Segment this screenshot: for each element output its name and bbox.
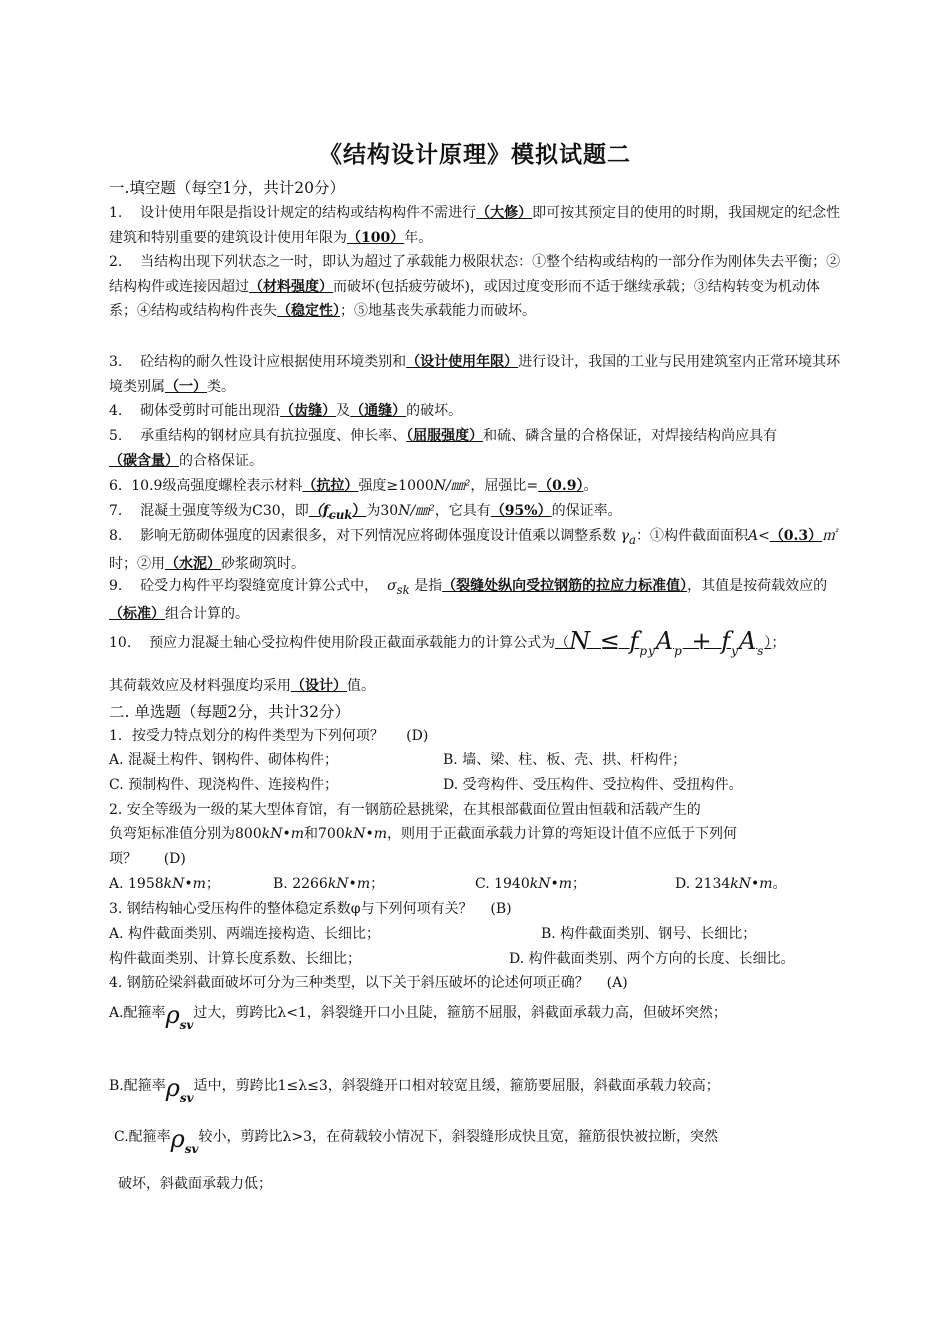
option-c: 构件截面类别、计算长度系数、长细比； bbox=[109, 951, 361, 967]
answer: （0.9） bbox=[538, 478, 584, 494]
answer: (A) bbox=[606, 975, 628, 991]
option-c-continued: 破坏，斜截面承载力低； bbox=[118, 1176, 272, 1192]
option-a: A. 1958kN•m； bbox=[109, 876, 220, 892]
page-title: 《结构设计原理》模拟试题二 bbox=[319, 141, 631, 168]
question-1: 1. 设计使用年限是指设计规定的结构或结构构件不需进行（大修）即可按其预定目的使用的时期，我国规定的纪念性建筑和特别重要的建筑设计使用年限为（100）年。 bbox=[109, 205, 841, 246]
option-a: A.配箍率$\rho_{sv}$过大，剪跨比λ<1，斜裂缝开口小且陡，箍筋不屈服，斜截面承载力高，但破坏突然； bbox=[109, 1001, 727, 1032]
formula: $N \le f_{py}A_p + f_yA_s$ bbox=[569, 627, 765, 658]
choice-question-1: 1．按受力特点划分的构件类型为下列何项？ (D) bbox=[109, 728, 429, 744]
answer: （一） bbox=[165, 378, 207, 395]
answer: $(f_{cuk})$ bbox=[308, 503, 367, 522]
question-6: 6. 10.9级高强度螺栓表示材料（抗拉）强度≥1000N/㎜²，屈强比=（0.9）。 bbox=[109, 478, 598, 494]
answer: （齿缝） bbox=[280, 403, 337, 419]
question-8: 8. 影响无筋砌体强度的因素很多，对下列情况应将砌体强度设计值乘以调整系数 $\gamma_a$：①构件截面面积A<（0.3）㎡时；②用（水泥）砂浆砌筑时。 bbox=[109, 528, 837, 573]
section-heading-fill-blank: 一.填空题（每空1分，共计20分） bbox=[109, 179, 346, 197]
answer: （稳定性） bbox=[277, 303, 340, 319]
option-b: B. 构件截面类别、钢号、长细比； bbox=[541, 926, 757, 942]
question-7: 7. 混凝土强度等级为C30，即$(f_{cuk})$为30N/㎜²，它具有（95%）的保证率。 bbox=[109, 503, 622, 522]
answer: （95%） bbox=[490, 503, 552, 519]
question-4: 4. 砌体受剪时可能出现沿（齿缝）及（通缝）的破坏。 bbox=[109, 403, 463, 419]
answer: （设计使用年限） bbox=[406, 354, 519, 370]
question-5: 5. 承重结构的钢材应具有抗拉强度、伸长率、（屈服强度）和硫、磷含量的合格保证，对焊接结构尚应具有（碳含量）的合格保证。 bbox=[109, 428, 778, 469]
choice-question-2-line3: 项？ (D) bbox=[109, 851, 186, 867]
answer: （碳含量） bbox=[109, 452, 179, 469]
choice-options-ab bbox=[109, 749, 869, 771]
choice-question-2-line2: 负弯矩标准值分别为800kN•m和700kN•m，则用于正截面承载力计算的弯矩设计值不应低于下列何 bbox=[109, 826, 738, 842]
option-c: C. 1940kN•m； bbox=[475, 876, 587, 892]
answer: (B) bbox=[490, 901, 512, 917]
answer: （大修） bbox=[476, 205, 533, 221]
question-10: 10. 预应力混凝土轴心受拉构件使用阶段正截面承载能力的计算公式为$(N \le f_{py}A_p + f_yA_s)$； bbox=[109, 627, 786, 658]
choice-options-cd bbox=[109, 774, 869, 796]
answer: （通缝） bbox=[350, 403, 407, 419]
option-b: B. 墙、梁、柱、板、壳、拱、杆构件； bbox=[443, 752, 687, 768]
answer: （材料强度） bbox=[249, 278, 333, 295]
answer: （0.3） bbox=[769, 528, 823, 544]
answer: （设计） bbox=[291, 678, 347, 694]
question-2: 2. 当结构出现下列状态之一时，即认为超过了承载能力极限状态：①整个结构或结构的一部分作为刚体失去平衡；②结构构件或连接因超过（材料强度）而破坏(包括疲劳破坏)，或因过度变形而不适于继续承载；③结构转变为机动体系；④结构或结构构件丧失（稳定性）；⑤地基丧失承载能力而破坏。 bbox=[109, 254, 841, 319]
option-c: C. 预制构件、现浇构件、连接构件； bbox=[109, 777, 339, 793]
answer: （标准） bbox=[109, 606, 165, 623]
formula-answer: $(N \le f_{py}A_p + f_yA_s)$ bbox=[555, 627, 772, 658]
question-10-continued: 其荷载效应及材料强度均采用（设计）值。 bbox=[109, 678, 375, 694]
answer: （屈服强度） bbox=[406, 428, 484, 444]
option-b: B. 2266kN•m； bbox=[273, 876, 385, 892]
choice-options-3ab bbox=[109, 923, 869, 945]
question-9: 9. 砼受力构件平均裂缝宽度计算公式中， $\sigma_{sk}$ 是指（裂缝处纵向受拉钢筋的拉应力标准值），其值是按荷载效应的（标准）组合计算的。 bbox=[109, 578, 828, 623]
option-b: B.配箍率$\rho_{sv}$适中，剪跨比1≤λ≤3，斜裂缝开口相对较宽且缓，箍筋要屈服，斜截面承载力较高； bbox=[109, 1074, 720, 1105]
option-c: C.配箍率$\rho_{sv}$较小，剪跨比λ>3，在荷载较小情况下，斜裂缝形成快且宽，箍筋很快被拉断，突然 bbox=[114, 1125, 719, 1156]
answer: （100） bbox=[347, 229, 405, 246]
choice-question-2: 2. 安全等级为一级的某大型体育馆，有一钢筋砼悬挑梁，在其根部截面位置由恒载和活载产生的 bbox=[109, 802, 701, 818]
option-a: A. 混凝土构件、钢构件、砌体构件； bbox=[109, 752, 339, 768]
answer: （裂缝处纵向受拉钢筋的拉应力标准值） bbox=[442, 578, 688, 594]
option-d: D. 受弯构件、受压构件、受拉构件、受扭构件。 bbox=[443, 777, 743, 793]
answer: (D) bbox=[406, 728, 429, 744]
rho-symbol: $\rho_{sv}$ bbox=[170, 1125, 199, 1156]
answer: （抗拉） bbox=[302, 478, 359, 494]
rho-symbol: $\rho_{sv}$ bbox=[165, 1074, 194, 1105]
rho-symbol: $\rho_{sv}$ bbox=[165, 1001, 194, 1032]
answer: （水泥） bbox=[165, 556, 221, 573]
choice-options-3cd bbox=[109, 948, 869, 970]
choice-question-4: 4. 钢筋砼梁斜截面破坏可分为三种类型，以下关于斜压破坏的论述何项正确？ (A) bbox=[109, 975, 628, 991]
section-heading-single-choice: 二. 单选题（每题2分，共计32分） bbox=[109, 703, 350, 721]
answer: (D) bbox=[163, 851, 186, 867]
choice-options-2 bbox=[109, 873, 869, 895]
option-d: D. 2134kN•m。 bbox=[675, 876, 787, 892]
option-a: A. 构件截面类别、两端连接构造、长细比； bbox=[109, 926, 381, 942]
choice-question-3: 3. 钢结构轴心受压构件的整体稳定系数φ与下列何项有关？ (B) bbox=[109, 901, 512, 917]
option-d: D. 构件截面类别、两个方向的长度、长细比。 bbox=[509, 951, 795, 967]
question-3: 3. 砼结构的耐久性设计应根据使用环境类别和（设计使用年限）进行设计，我国的工业与民用建筑室内正常环境其环境类别属（一）类。 bbox=[109, 354, 841, 395]
